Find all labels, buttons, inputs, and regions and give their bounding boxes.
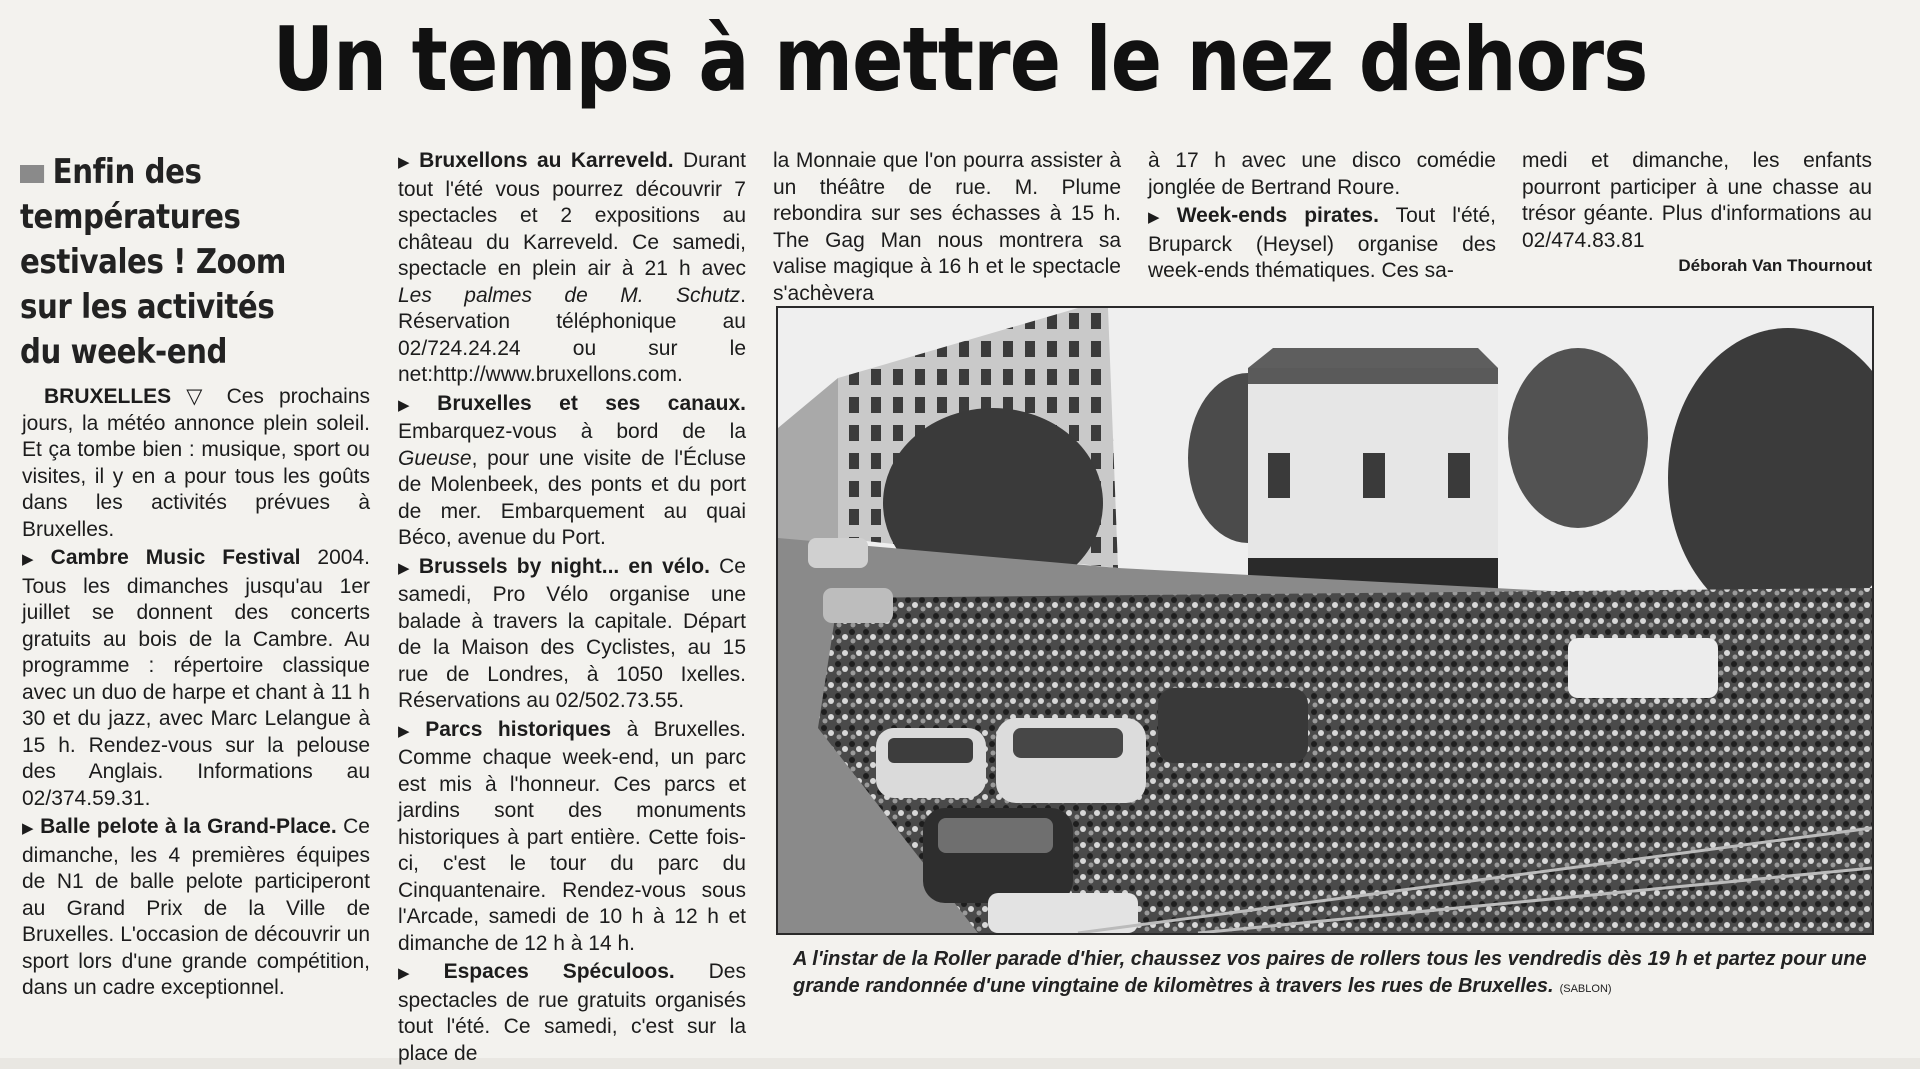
photo-caption <box>793 946 1873 1003</box>
item-title: Parcs historiques <box>425 717 612 741</box>
kicker-rest: des températures estivales ! Zoom sur les activités du week-end <box>20 152 286 372</box>
list-item <box>398 554 746 715</box>
column-1 <box>22 384 370 1004</box>
street-scene-image <box>778 308 1872 933</box>
arrow-icon: ▶ <box>398 396 432 414</box>
list-item <box>1148 203 1496 285</box>
item-title: Balle pelote à la Grand-Place. <box>40 815 337 838</box>
kicker-first: Enfin <box>52 152 135 192</box>
list-item <box>22 545 370 812</box>
item-text: Des spectacles de rue gratuits organisés tout l'été. Ce samedi, c'est sur la place de <box>398 960 746 1065</box>
headline: Un temps à mettre le nez dehors <box>272 8 1648 111</box>
item-title: Espaces Spéculoos. <box>443 960 675 983</box>
list-item <box>398 959 746 1067</box>
item-title: Bruxellons au Karreveld. <box>419 149 674 172</box>
column-2 <box>398 148 746 1069</box>
item-italic: Les palmes de M. Schutz <box>398 283 741 307</box>
kicker <box>20 150 304 375</box>
paragraph: à 17 h avec une disco comédie jonglée de Bertrand Roure. <box>1148 149 1496 199</box>
item-title: Brussels by night... en vélo. <box>418 554 710 578</box>
item-text: à Bruxelles. Comme chaque week-end, un parc est mis à l'honneur. Ces parcs et jardins sont des monuments historiques à part entière. Cette fois-ci, c'est le tour du parc du Cinquantenaire. Rendez-vous sous l'Arcade, samedi de 10 h à 12 h et dimanche de 12 h à 14 h. <box>398 717 746 955</box>
street-photo <box>776 306 1874 935</box>
arrow-icon: ▶ <box>22 551 45 568</box>
column-5 <box>1522 148 1872 256</box>
item-text: Durant tout l'été vous pourrez découvrir 7 spectacles et 2 expositions au château du Karreveld. Ce samedi, spectacle en plein air à 21 h avec <box>398 149 746 280</box>
arrow-icon: ▶ <box>398 559 413 577</box>
kicker-square-icon <box>20 165 44 183</box>
item-text-end: . Réservation téléphonique au 02/724.24.24 ou sur le net:http://www.bruxellons.com. <box>398 283 746 386</box>
arrow-icon: ▶ <box>398 154 414 171</box>
intro-text: Ces prochains jours, la météo annonce plein soleil. Et ça tombe bien : musique, sport ou visites, il y en a pour tous les goûts dans les activités prévues à Bruxelles. <box>22 385 370 541</box>
list-item <box>22 814 370 1002</box>
item-text-end: , pour une visite de l'Écluse de Molenbeek, des ponts et du port de mer. Embarquement au quai Béco, avenue du Port. <box>398 446 746 549</box>
author-signature: Déborah Van Thournout <box>1678 256 1872 275</box>
arrow-icon: ▶ <box>22 820 35 837</box>
item-text: Embarquez-vous à bord de la <box>398 420 746 443</box>
photo-credit: (SABLON) <box>1559 983 1612 995</box>
arrow-icon: ▶ <box>398 965 438 982</box>
caption-text: A l'instar de la Roller parade d'hier, chaussez vos paires de rollers tous les vendredis dès 19 h et partez pour une grande randonnée d'une vingtaine de kilomètres à travers les rues de Bruxelles. <box>793 948 1867 997</box>
intro-paragraph <box>22 384 370 543</box>
item-title: Cambre Music Festival <box>50 546 301 569</box>
arrow-icon: ▶ <box>398 722 420 740</box>
item-text: Ce dimanche, les 4 premières équipes de N1 de balle pelote participeront au Grand Prix de la Ville de Bruxelles. L'occasion de découvrir un sport lors d'une grande compétition, dans un cadre exceptionnel. <box>22 815 370 999</box>
list-item <box>398 391 746 552</box>
item-title: Week-ends pirates. <box>1176 204 1379 227</box>
paragraph: la Monnaie que l'on pourra assister à un théâtre de rue. M. Plume rebondira sur ses échasses à 15 h. The Gag Man nous montrera sa valise magique à 16 h et le spectacle s'achèvera <box>773 149 1121 305</box>
dateline: BRUXELLES ▽ <box>44 385 212 408</box>
arrow-icon: ▶ <box>1148 209 1171 226</box>
item-text: 2004. Tous les dimanches jusqu'au 1er juillet se donnent des concerts gratuits au bois de la Cambre. Au programme : répertoire classique avec un duo de harpe et chant à 11 h 30 et du jazz, avec Marc Lelangue à 15 h. Rendez-vous sur la pelouse des Anglais. Informations au 02/374.59.31. <box>22 546 370 810</box>
item-italic: Gueuse <box>398 446 472 470</box>
paragraph: medi et dimanche, les enfants pourront participer à une chasse au trésor géante. Plus d'informations au 02/474.83.81 <box>1522 149 1872 252</box>
item-title: Bruxelles et ses canaux. <box>437 391 746 415</box>
list-item <box>398 717 746 958</box>
list-item <box>398 148 746 389</box>
item-text: Tout l'été, Bruparck (Heysel) organise des week-ends thématiques. Ces sa- <box>1148 204 1496 282</box>
item-text: Ce samedi, Pro Vélo organise une balade à travers la capitale. Départ de la Maison des Cyclistes, au 15 rue de Londres, à 1050 Ixelles. Réservations au 02/502.73.55. <box>398 554 746 712</box>
column-4 <box>1148 148 1496 287</box>
column-3 <box>773 148 1121 309</box>
